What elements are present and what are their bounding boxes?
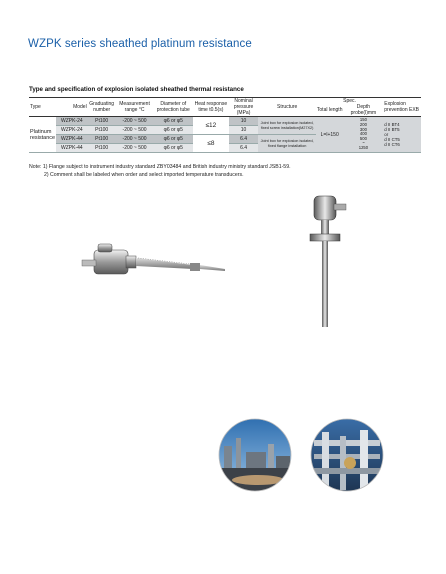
table-subtitle: Type and specification of explosion isolated sheathed thermal resistance bbox=[29, 86, 244, 93]
product-photo-screw-sensor bbox=[78, 236, 228, 296]
explosion-value: or bbox=[384, 132, 389, 137]
plant-photo-2 bbox=[310, 418, 384, 492]
model-cell: WZPK-44 bbox=[56, 144, 88, 153]
diameter-cell: φ6 or φ5 bbox=[153, 144, 193, 153]
header-structure: Structure bbox=[258, 98, 315, 117]
header-pressure: Nominal pressure (MPa) bbox=[229, 98, 259, 117]
explosion-value: d II CT5 bbox=[384, 137, 400, 142]
total-length-cell: L=l+150 bbox=[316, 117, 344, 153]
header-explosion: Explosion prevention EXB bbox=[383, 98, 421, 117]
range-cell: -200 ~ 500 bbox=[116, 144, 154, 153]
note-line-2: 2) Comment shall be labeled when order and select imported temperature transducers. bbox=[44, 172, 244, 178]
header-type: Type bbox=[29, 98, 56, 117]
type-cell: Platinum resistance bbox=[29, 117, 56, 153]
header-spec: Spec. bbox=[316, 98, 383, 105]
structure-cell: Joint box for explosion isolated, fixed flange installation bbox=[258, 135, 315, 153]
header-heat-response: Heat response time t0.5(s) bbox=[193, 98, 229, 117]
notes bbox=[29, 163, 291, 179]
model-cell: WZPK-24 bbox=[56, 117, 88, 126]
depth-value: 400 bbox=[359, 131, 367, 137]
depth-value: ~ bbox=[362, 140, 365, 146]
header-total-length: Total length bbox=[316, 104, 344, 117]
range-cell: -200 ~ 500 bbox=[116, 117, 154, 126]
explosion-value: d II CT6 bbox=[384, 142, 400, 147]
header-diameter: Diameter of protection tube bbox=[153, 98, 193, 117]
product-photo-flange-sensor bbox=[300, 194, 350, 329]
heat-cell: ≤8 bbox=[193, 135, 229, 153]
explosion-value: d II BT5 bbox=[384, 127, 400, 132]
depth-probe-cell bbox=[344, 117, 384, 153]
pressure-cell: 6.4 bbox=[229, 144, 259, 153]
range-cell: -200 ~ 500 bbox=[116, 126, 154, 135]
graduating-cell: Pt100 bbox=[88, 144, 116, 153]
depth-value: 500 bbox=[359, 135, 367, 141]
explosion-cell bbox=[383, 117, 421, 153]
table-row bbox=[29, 117, 421, 126]
pressure-cell: 6.4 bbox=[229, 135, 259, 144]
model-cell: WZPK-44 bbox=[56, 135, 88, 144]
diameter-cell: φ6 or φ5 bbox=[153, 117, 193, 126]
diameter-cell: φ6 or φ5 bbox=[153, 126, 193, 135]
heat-cell: ≤12 bbox=[193, 117, 229, 135]
header-model: Model bbox=[56, 98, 88, 117]
graduating-cell: Pt100 bbox=[88, 117, 116, 126]
note-line-1: Note: 1) Flange subject to instrument industry standard ZBY03484 and British industry ministry standard JSB1-59. bbox=[29, 164, 291, 170]
header-depth-probe: Depth probe(l)mm bbox=[344, 104, 384, 117]
explosion-value: d II BT4 bbox=[384, 122, 400, 127]
pressure-cell: 10 bbox=[229, 126, 259, 135]
model-cell: WZPK-24 bbox=[56, 126, 88, 135]
range-cell: -200 ~ 500 bbox=[116, 135, 154, 144]
pressure-cell: 10 bbox=[229, 117, 259, 126]
graduating-cell: Pt100 bbox=[88, 126, 116, 135]
structure-cell: Joint box for explosion isolated, fixed screw installation(M27X2) bbox=[258, 117, 315, 135]
plant-photo-1 bbox=[218, 418, 292, 492]
depth-value: 150 bbox=[359, 117, 367, 123]
depth-value: 300 bbox=[359, 126, 367, 132]
graduating-cell: Pt100 bbox=[88, 135, 116, 144]
depth-value: 1250 bbox=[358, 144, 369, 150]
diameter-cell: φ6 or φ5 bbox=[153, 135, 193, 144]
header-range: Measurement range °C bbox=[116, 98, 154, 117]
spec-table bbox=[29, 97, 421, 153]
header-graduating: Graduating number bbox=[88, 98, 116, 117]
depth-value: 200 bbox=[359, 122, 367, 128]
page-title: WZPK series sheathed platinum resistance bbox=[28, 38, 252, 50]
